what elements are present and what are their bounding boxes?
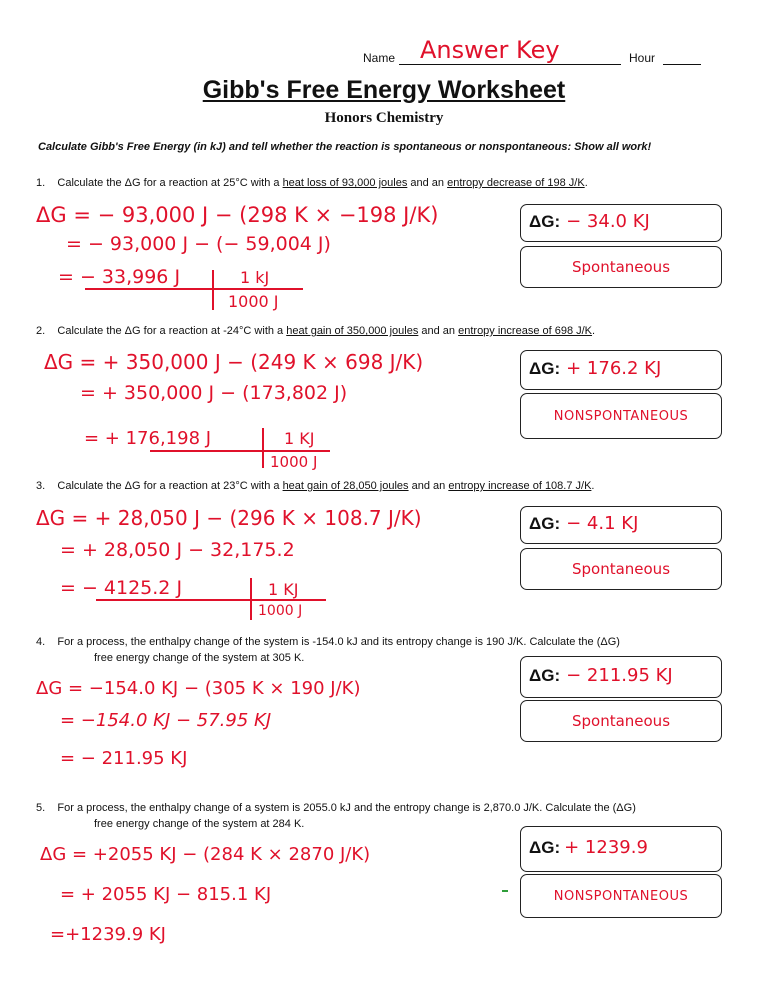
page-title: Gibb's Free Energy Worksheet [202, 76, 566, 104]
problem-1-text: 1. Calculate the ΔG for a reaction at 25°C with a heat loss of 93,000 joules and an entropy decrease of 198 J/K. [36, 177, 588, 189]
problem-5-text-line-2: free energy change of the system at 284 K. [94, 818, 305, 830]
problem-2-work-line-3: = + 176,198 J [84, 428, 212, 449]
problem-2-work-line-1: ΔG = + 350,000 J − (249 K × 698 J/K) [44, 350, 424, 374]
problem-3-conv-den: 1000 J [258, 603, 303, 619]
page-subtitle: Honors Chemistry [324, 110, 444, 126]
hour-label: Hour [629, 51, 656, 65]
problem-1-conv-num: 1 kJ [240, 268, 270, 287]
problem-5-work-line-2: = + 2055 KJ − 815.1 KJ [60, 884, 272, 905]
problem-4-status: Spontaneous [571, 712, 671, 730]
problem-1-answer: − 34.0 KJ [566, 211, 650, 232]
problem-4-answer-box[interactable]: ΔG: − 211.95 KJ [520, 656, 722, 698]
problem-2-conversion-divider [262, 428, 264, 468]
problem-2-text: 2. Calculate the ΔG for a reaction at -24°C with a heat gain of 350,000 joules and an entropy increase of 698 J/K. [36, 325, 596, 337]
problem-4-work-line-1: ΔG = −154.0 KJ − (305 K × 190 J/K) [36, 678, 361, 699]
problem-4-answer: − 211.95 KJ [566, 665, 673, 686]
problem-3-status: Spontaneous [571, 560, 671, 578]
problem-5-status: NONSPONTANEOUS [553, 888, 689, 904]
problem-3-work-line-1: ΔG = + 28,050 J − (296 K × 108.7 J/K) [36, 506, 422, 530]
problem-5-work-line-3: =+1239.9 KJ [50, 924, 166, 945]
problem-4-work-line-3: = − 211.95 KJ [60, 748, 188, 769]
problem-3-conv-num: 1 KJ [268, 580, 299, 599]
name-value[interactable]: Answer Key [420, 36, 560, 64]
problem-2-work-line-2: = + 350,000 J − (173,802 J) [80, 382, 348, 404]
problem-2-status-box[interactable] [520, 393, 722, 439]
problem-4-status-box[interactable] [520, 700, 722, 742]
problem-3-work-line-3: = − 4125.2 J [60, 577, 183, 599]
problem-4-text-line-1: 4. For a process, the enthalpy change of the system is -154.0 kJ and its entropy change is 190 J/K. Calculate the (ΔG) [36, 636, 620, 648]
problem-2-conversion-line [150, 450, 330, 452]
problem-3-answer: − 4.1 KJ [566, 513, 639, 534]
name-label: Name [363, 51, 396, 65]
problem-5-text-line-1: 5. For a process, the enthalpy change of a system is 2055.0 kJ and the entropy change is 2,870.0 J/K. Calculate the (ΔG) [36, 802, 636, 814]
delta-g-label: ΔG: [529, 212, 561, 231]
problem-2-answer-box[interactable]: ΔG: + 176.2 KJ [520, 350, 722, 390]
problem-2-conv-den: 1000 J [270, 453, 318, 471]
problem-1-conversion-divider [212, 270, 214, 310]
problem-1-answer-box[interactable] [520, 204, 722, 242]
problem-4-text-line-2: free energy change of the system at 305 K. [94, 652, 305, 664]
problem-3-answer-box[interactable]: ΔG: − 4.1 KJ [520, 506, 722, 544]
problem-5-answer-box[interactable]: ΔG: + 1239.9 [520, 826, 722, 872]
problem-1-work-line-2: = − 93,000 J − (− 59,004 J) [66, 233, 331, 255]
problem-3-work-line-2: = + 28,050 J − 32,175.2 [60, 539, 295, 561]
problem-3-conversion-divider [250, 578, 252, 620]
problem-3-conversion-line [96, 599, 326, 601]
problem-1-work-line-1: ΔG = − 93,000 J − (298 K × −198 J/K) [36, 203, 439, 227]
problem-4-work-line-2: = −154.0 KJ − 57.95 KJ [60, 710, 272, 731]
problem-2-conv-num: 1 KJ [284, 429, 315, 448]
problem-1-status-box[interactable] [520, 246, 722, 288]
name-underline [399, 64, 621, 65]
hour-underline[interactable] [663, 64, 701, 65]
instructions: Calculate Gibb's Free Energy (in kJ) and tell whether the reaction is spontaneous or nonspontaneous: Show all work! [38, 141, 652, 153]
problem-2-answer: + 176.2 KJ [566, 358, 662, 379]
problem-1-work-line-3: = − 33,996 J [58, 266, 181, 288]
problem-5-status-box[interactable] [520, 874, 722, 918]
problem-1-status: Spontaneous [571, 258, 671, 276]
problem-3-text: 3. Calculate the ΔG for a reaction at 23°C with a heat gain of 28,050 joules and an entropy increase of 108.7 J/K. [36, 480, 595, 492]
problem-1-conversion-line [85, 288, 303, 290]
problem-5-work-line-1: ΔG = +2055 KJ − (284 K × 2870 J/K) [40, 844, 371, 865]
problem-1-conv-den: 1000 J [228, 292, 279, 311]
green-mark [502, 890, 508, 892]
problem-5-answer: + 1239.9 [564, 837, 648, 858]
problem-2-status: NONSPONTANEOUS [553, 408, 689, 424]
problem-3-status-box[interactable] [520, 548, 722, 590]
